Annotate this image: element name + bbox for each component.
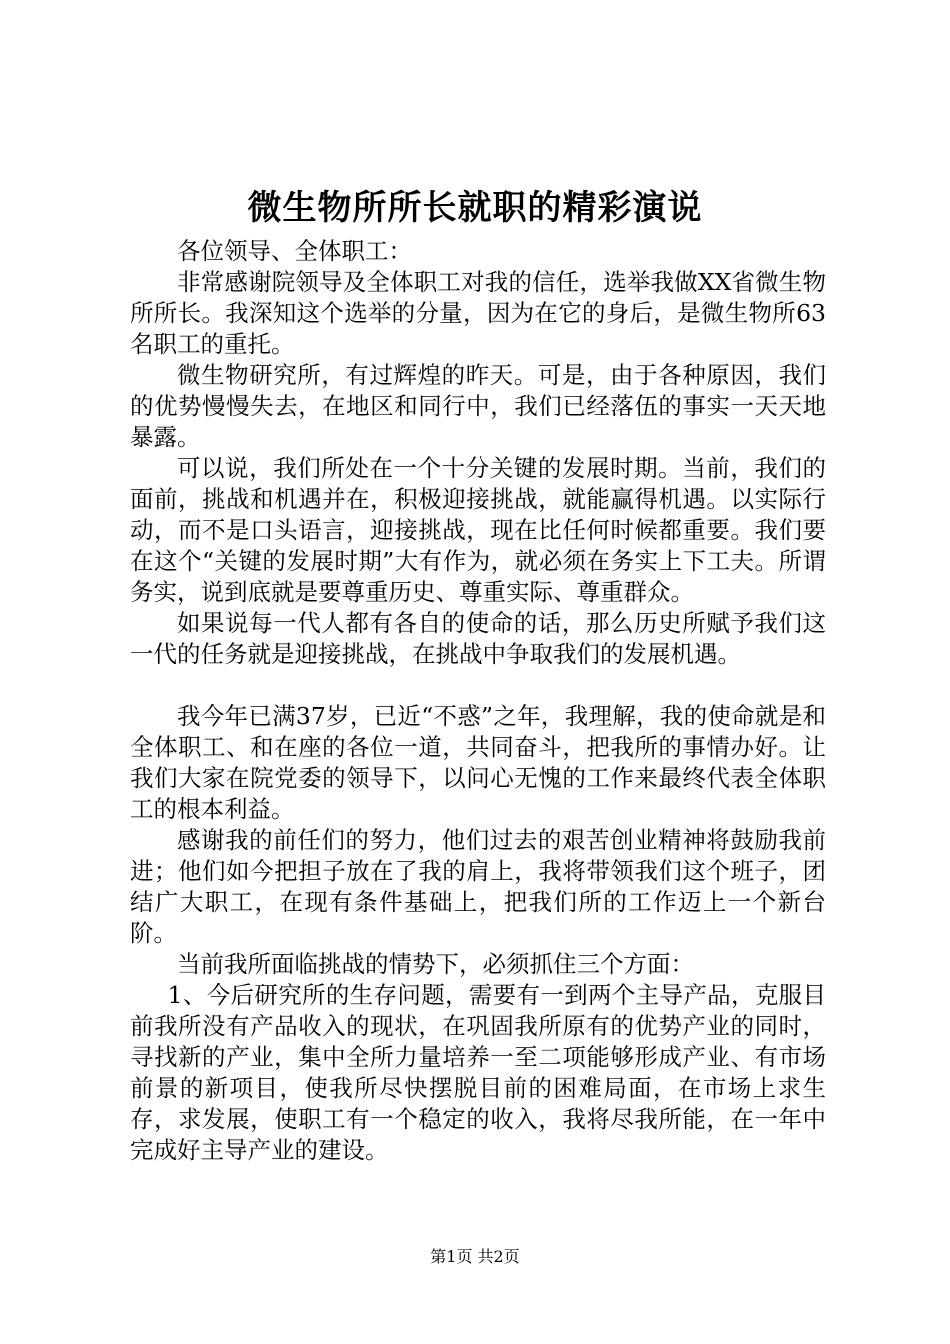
- document-title: 微生物所所长就职的精彩演说: [247, 188, 703, 228]
- salutation-paragraph: 各位领导、全体职工：: [177, 237, 412, 265]
- body-paragraph: 当前我所面临挑战的情势下，必须抓住三个方面：: [177, 950, 694, 978]
- body-paragraph: 非常感谢院领导及全体职工对我的信任，选举我做XX省微生物所所长。我深知这个选举的分量，因为在它的身后，是微生物所63名职工的重托。: [130, 268, 826, 358]
- body-paragraph: 我今年已满37岁，已近“不惑”之年，我理解，我的使命就是和全体职工、和在座的各位一道，共同奋斗，把我所的事情办好。让我们大家在院党委的领导下，以问心无愧的工作来最终代表全体职工的根本利益。: [130, 702, 826, 823]
- body-paragraph: 微生物研究所，有过辉煌的昨天。可是，由于各种原因，我们的优势慢慢失去，在地区和同行中，我们已经落伍的事实一天天地暴露。: [130, 361, 826, 451]
- list-item-paragraph: 1、今后研究所的生存问题，需要有一到两个主导产品，克服目前我所没有产品收入的现状，在巩固我所原有的优势产业的同时，寻找新的产业，集中全所力量培养一至二项能够形成产业、有市场前景的新项目，使我所尽快摆脱目前的困难局面，在市场上求生存，求发展，使职工有一个稳定的收入，我将尽我所能，在一年中完成好主导产业的建设。: [130, 981, 826, 1164]
- body-paragraph: 可以说，我们所处在一个十分关键的发展时期。当前，我们的面前，挑战和机遇并在，积极迎接挑战，就能赢得机遇。以实际行动，而不是口头语言，迎接挑战，现在比任何时候都重要。我们要在这个“关键的发展时期”大有作为，就必须在务实上下工夫。所谓务实，说到底就是要尊重历史、尊重实际、尊重群众。: [130, 454, 826, 606]
- page-footer: 第1页 共2页: [430, 1247, 520, 1266]
- body-paragraph: 感谢我的前任们的努力，他们过去的艰苦创业精神将鼓励我前进；他们如今把担子放在了我的肩上，我将带领我们这个班子，团结广大职工，在现有条件基础上，把我们所的工作迈上一个新台阶。: [130, 826, 826, 947]
- document-body: [130, 236, 826, 1166]
- body-paragraph: 如果说每一代人都有各自的使命的话，那么历史所赋予我们这一代的任务就是迎接挑战，在挑战中争取我们的发展机遇。: [130, 609, 826, 668]
